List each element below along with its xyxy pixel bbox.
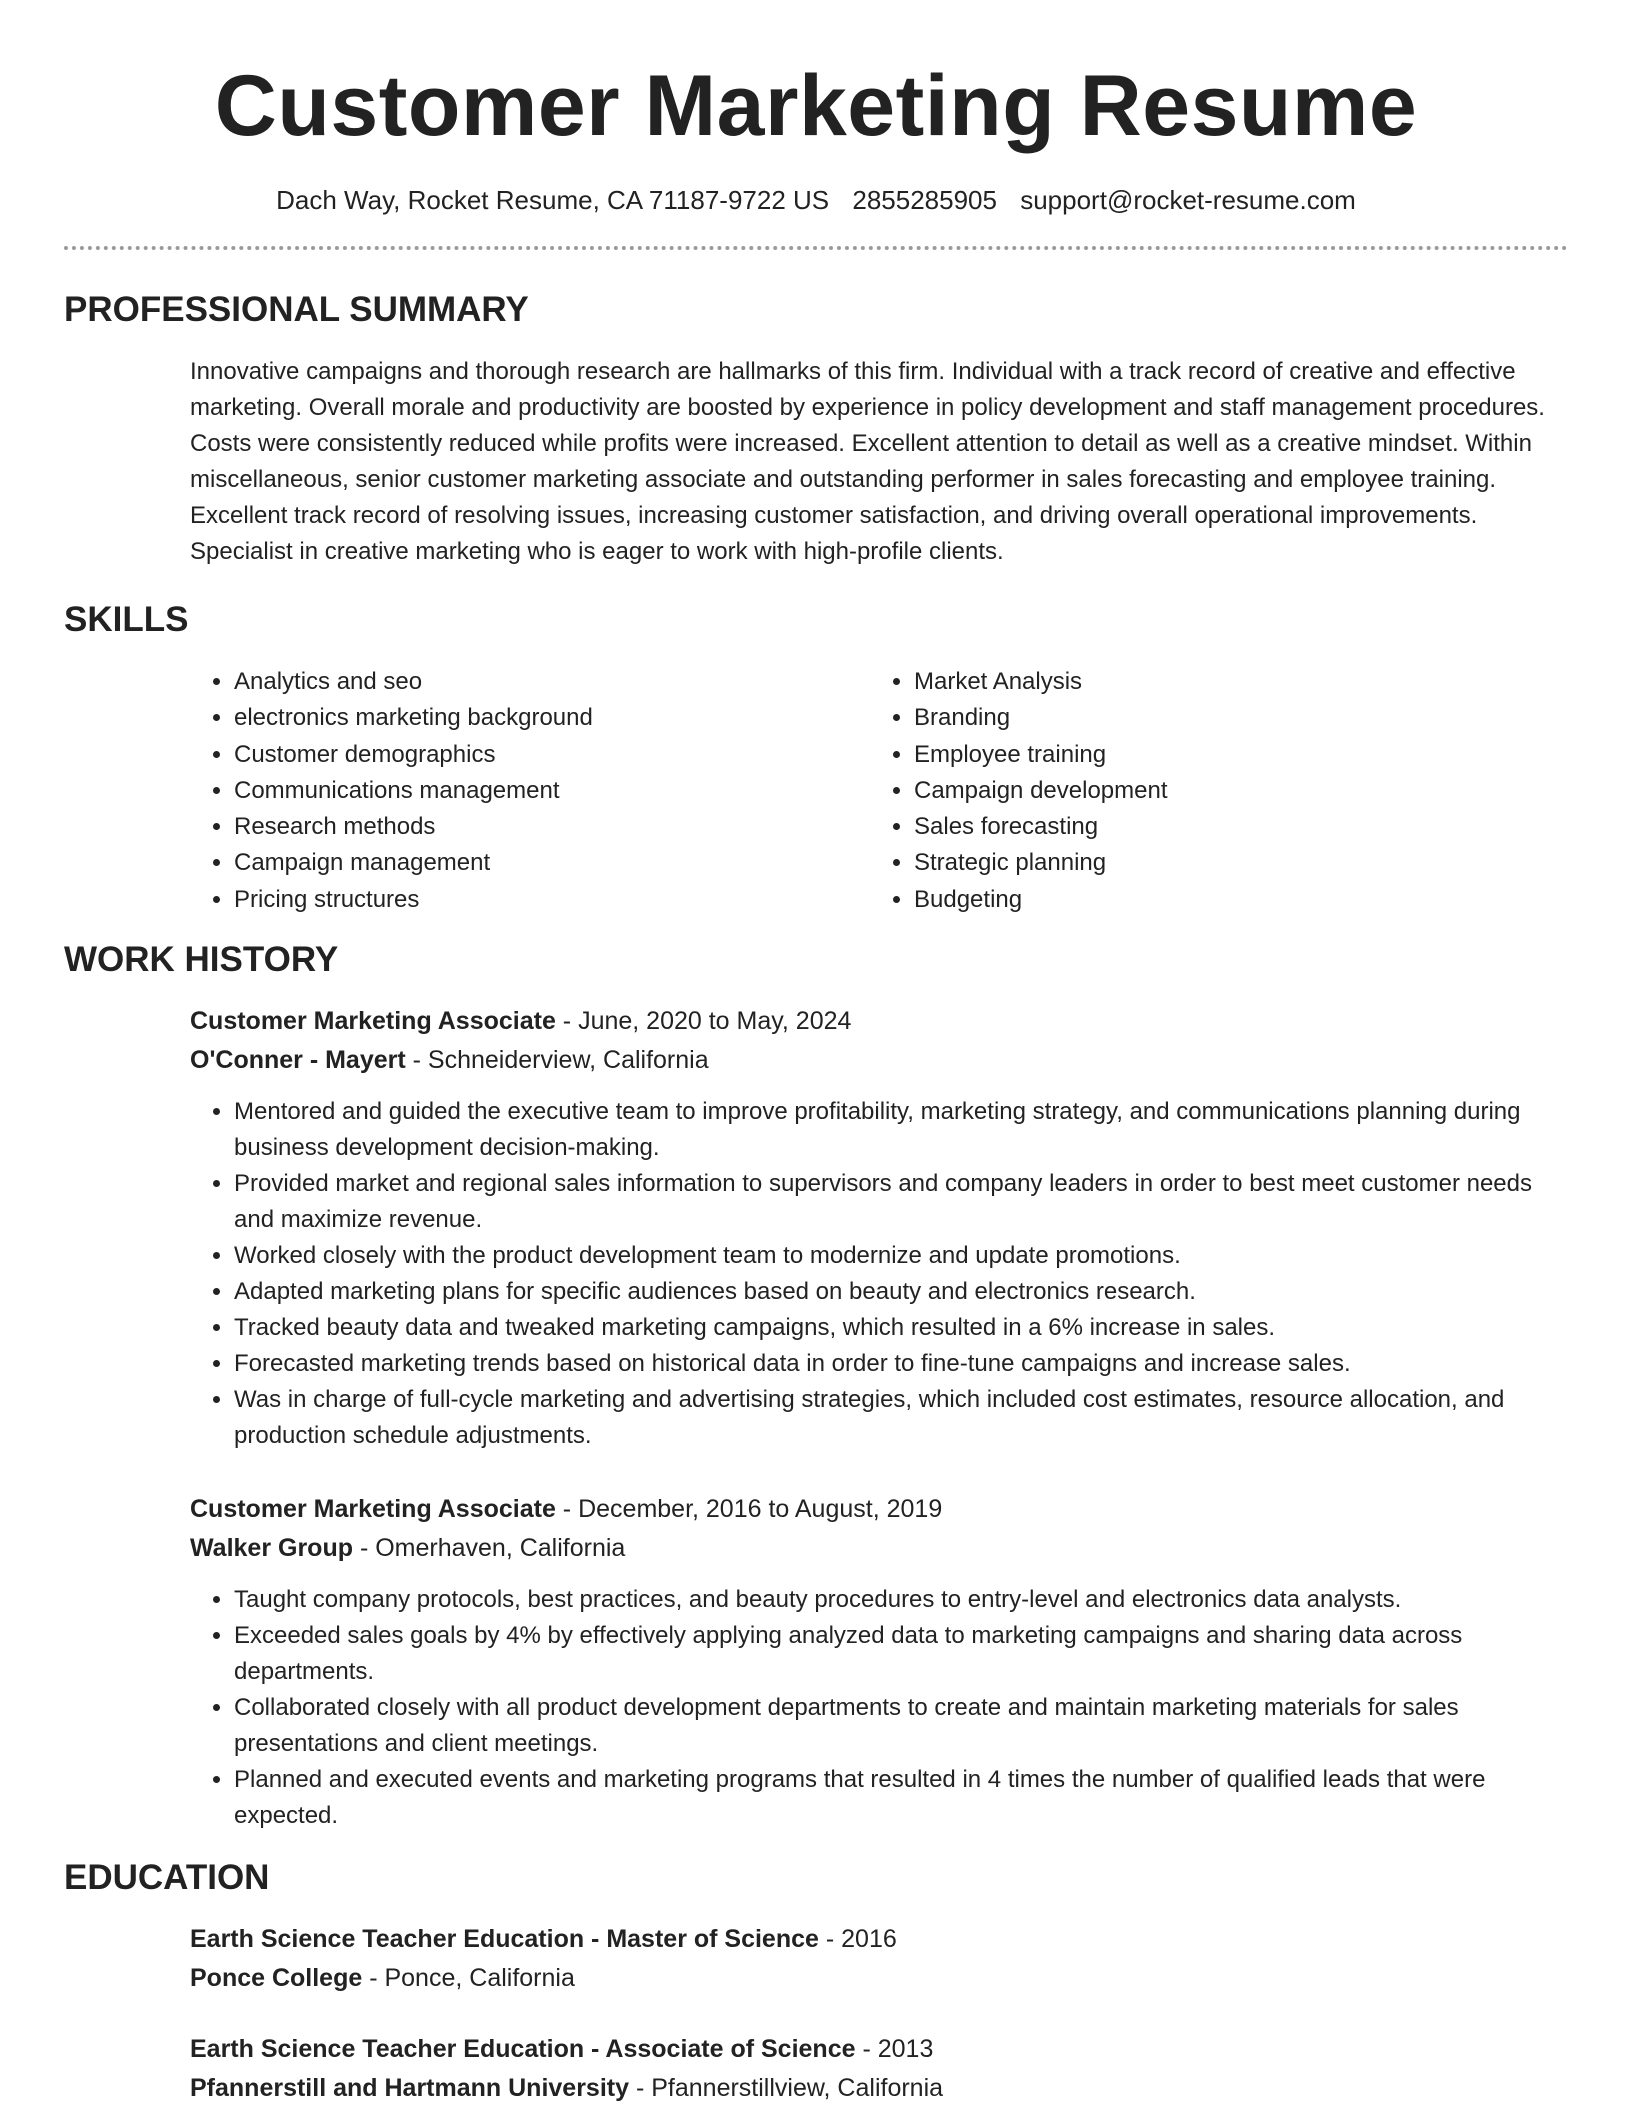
job-company-line — [190, 1529, 1568, 1568]
job-entry — [64, 1002, 1568, 1454]
education-school-line — [190, 2069, 1568, 2108]
job-bullet: • Was in charge of full-cycle marketing and advertising strategies, which included cost estimates, resource allocation, and production schedule adjustments. — [234, 1382, 1568, 1454]
job-entry — [64, 1490, 1568, 1834]
section-heading-skills: SKILLS — [64, 600, 189, 639]
header-divider — [64, 246, 1568, 250]
job-bullet: • Taught company protocols, best practices, and beauty procedures to entry-level and electronics data analysts. — [234, 1582, 1568, 1618]
job-bullet: • Adapted marketing plans for specific audiences based on beauty and electronics research. — [234, 1274, 1568, 1310]
education-entry — [64, 1920, 1568, 1998]
skill-item: • Communications management — [234, 773, 870, 809]
section-heading-summary: PROFESSIONAL SUMMARY — [64, 290, 529, 329]
job-title-line — [190, 1002, 1568, 1041]
education-school-line — [190, 1959, 1568, 1998]
skill-item: • Employee training — [914, 737, 1550, 773]
skill-item: • Market Analysis — [914, 664, 1550, 700]
education-degree-line — [190, 2030, 1568, 2069]
job-bullet: • Provided market and regional sales information to supervisors and company leaders in order to best meet customer needs and maximize revenue. — [234, 1166, 1568, 1238]
education-section — [64, 1856, 1568, 2108]
contact-address: Dach Way, Rocket Resume, CA 71187-9722 US — [276, 185, 830, 215]
job-bullet: • Mentored and guided the executive team to improve profitability, marketing strategy, and communications planning during business development decision-making. — [234, 1094, 1568, 1166]
education-location: - Pfannerstillview, California — [629, 2074, 944, 2103]
skills-grid — [64, 664, 1568, 918]
skills-column-left — [190, 664, 870, 918]
skill-item: • electronics marketing background — [234, 700, 870, 736]
education-school: Ponce College — [190, 1964, 363, 1993]
education-school: Pfannerstill and Hartmann University — [190, 2074, 630, 2103]
education-degree: Earth Science Teacher Education - Associate of Science — [190, 2035, 856, 2064]
job-bullets — [190, 1582, 1568, 1834]
contact-line — [64, 184, 1568, 216]
job-bullets — [190, 1094, 1568, 1454]
job-bullet: • Exceeded sales goals by 4% by effectively applying analyzed data to marketing campaigns and sharing data across departments. — [234, 1618, 1568, 1690]
skill-item: • Customer demographics — [234, 737, 870, 773]
education-entry — [64, 2030, 1568, 2108]
skills-column-right — [870, 664, 1550, 918]
education-year: - 2016 — [818, 1925, 897, 1954]
job-title: Customer Marketing Associate — [190, 1495, 556, 1524]
job-company: O'Conner - Mayert — [190, 1046, 406, 1075]
job-company-line — [190, 1041, 1568, 1080]
education-degree: Earth Science Teacher Education - Master of Science — [190, 1925, 819, 1954]
skill-item: • Analytics and seo — [234, 664, 870, 700]
job-bullet: • Collaborated closely with all product development departments to create and maintain marketing materials for sales presentations and client meetings. — [234, 1690, 1568, 1762]
education-location: - Ponce, California — [362, 1964, 575, 1993]
contact-phone: 2855285905 — [852, 185, 997, 215]
job-bullet: • Tracked beauty data and tweaked marketing campaigns, which resulted in a 6% increase in sales. — [234, 1310, 1568, 1346]
education-degree-line — [190, 1920, 1568, 1959]
work-history-section — [64, 938, 1568, 1834]
job-bullet: • Worked closely with the product development team to modernize and update promotions. — [234, 1238, 1568, 1274]
job-dates: - June, 2020 to May, 2024 — [555, 1007, 852, 1036]
skill-item: • Pricing structures — [234, 882, 870, 918]
resume-title: Customer Marketing Resume — [214, 58, 1418, 154]
job-bullet: • Forecasted marketing trends based on historical data in order to fine-tune campaigns and increase sales. — [234, 1346, 1568, 1382]
job-location: - Omerhaven, California — [353, 1534, 626, 1563]
summary-text: Innovative campaigns and thorough research are hallmarks of this firm. Individual with a track record of creative and effective marketing. Overall morale and productivity are boosted by experience in policy development and staff management procedures. Costs were consistently reduced while profits were increased. Excellent attention to detail as well as a creative mindset. Within miscellaneous, senior customer marketing associate and outstanding performer in sales forecasting and employee training. Excellent track record of resolving issues, increasing customer satisfaction, and driving overall operational improvements. Specialist in creative marketing who is eager to work with high-profile clients. — [190, 358, 1545, 565]
job-title: Customer Marketing Associate — [190, 1007, 556, 1036]
skill-item: • Sales forecasting — [914, 809, 1550, 845]
education-year: - 2013 — [855, 2035, 934, 2064]
skill-item: • Campaign development — [914, 773, 1550, 809]
job-title-line — [190, 1490, 1568, 1529]
skill-item: • Strategic planning — [914, 845, 1550, 881]
section-heading-work-history: WORK HISTORY — [64, 940, 339, 980]
job-bullet: • Planned and executed events and marketing programs that resulted in 4 times the number of qualified leads that were expected. — [234, 1762, 1568, 1834]
skills-section — [64, 598, 1568, 918]
job-location: - Schneiderview, California — [405, 1046, 709, 1075]
section-heading-education: EDUCATION — [64, 1858, 270, 1898]
job-dates: - December, 2016 to August, 2019 — [555, 1495, 943, 1524]
skill-item: • Campaign management — [234, 845, 870, 881]
professional-summary-section — [64, 288, 1568, 570]
contact-email[interactable]: support@rocket-resume.com — [1020, 185, 1356, 215]
skill-item: • Research methods — [234, 809, 870, 845]
job-company: Walker Group — [190, 1534, 353, 1563]
skill-item: • Budgeting — [914, 882, 1550, 918]
skill-item: • Branding — [914, 700, 1550, 736]
